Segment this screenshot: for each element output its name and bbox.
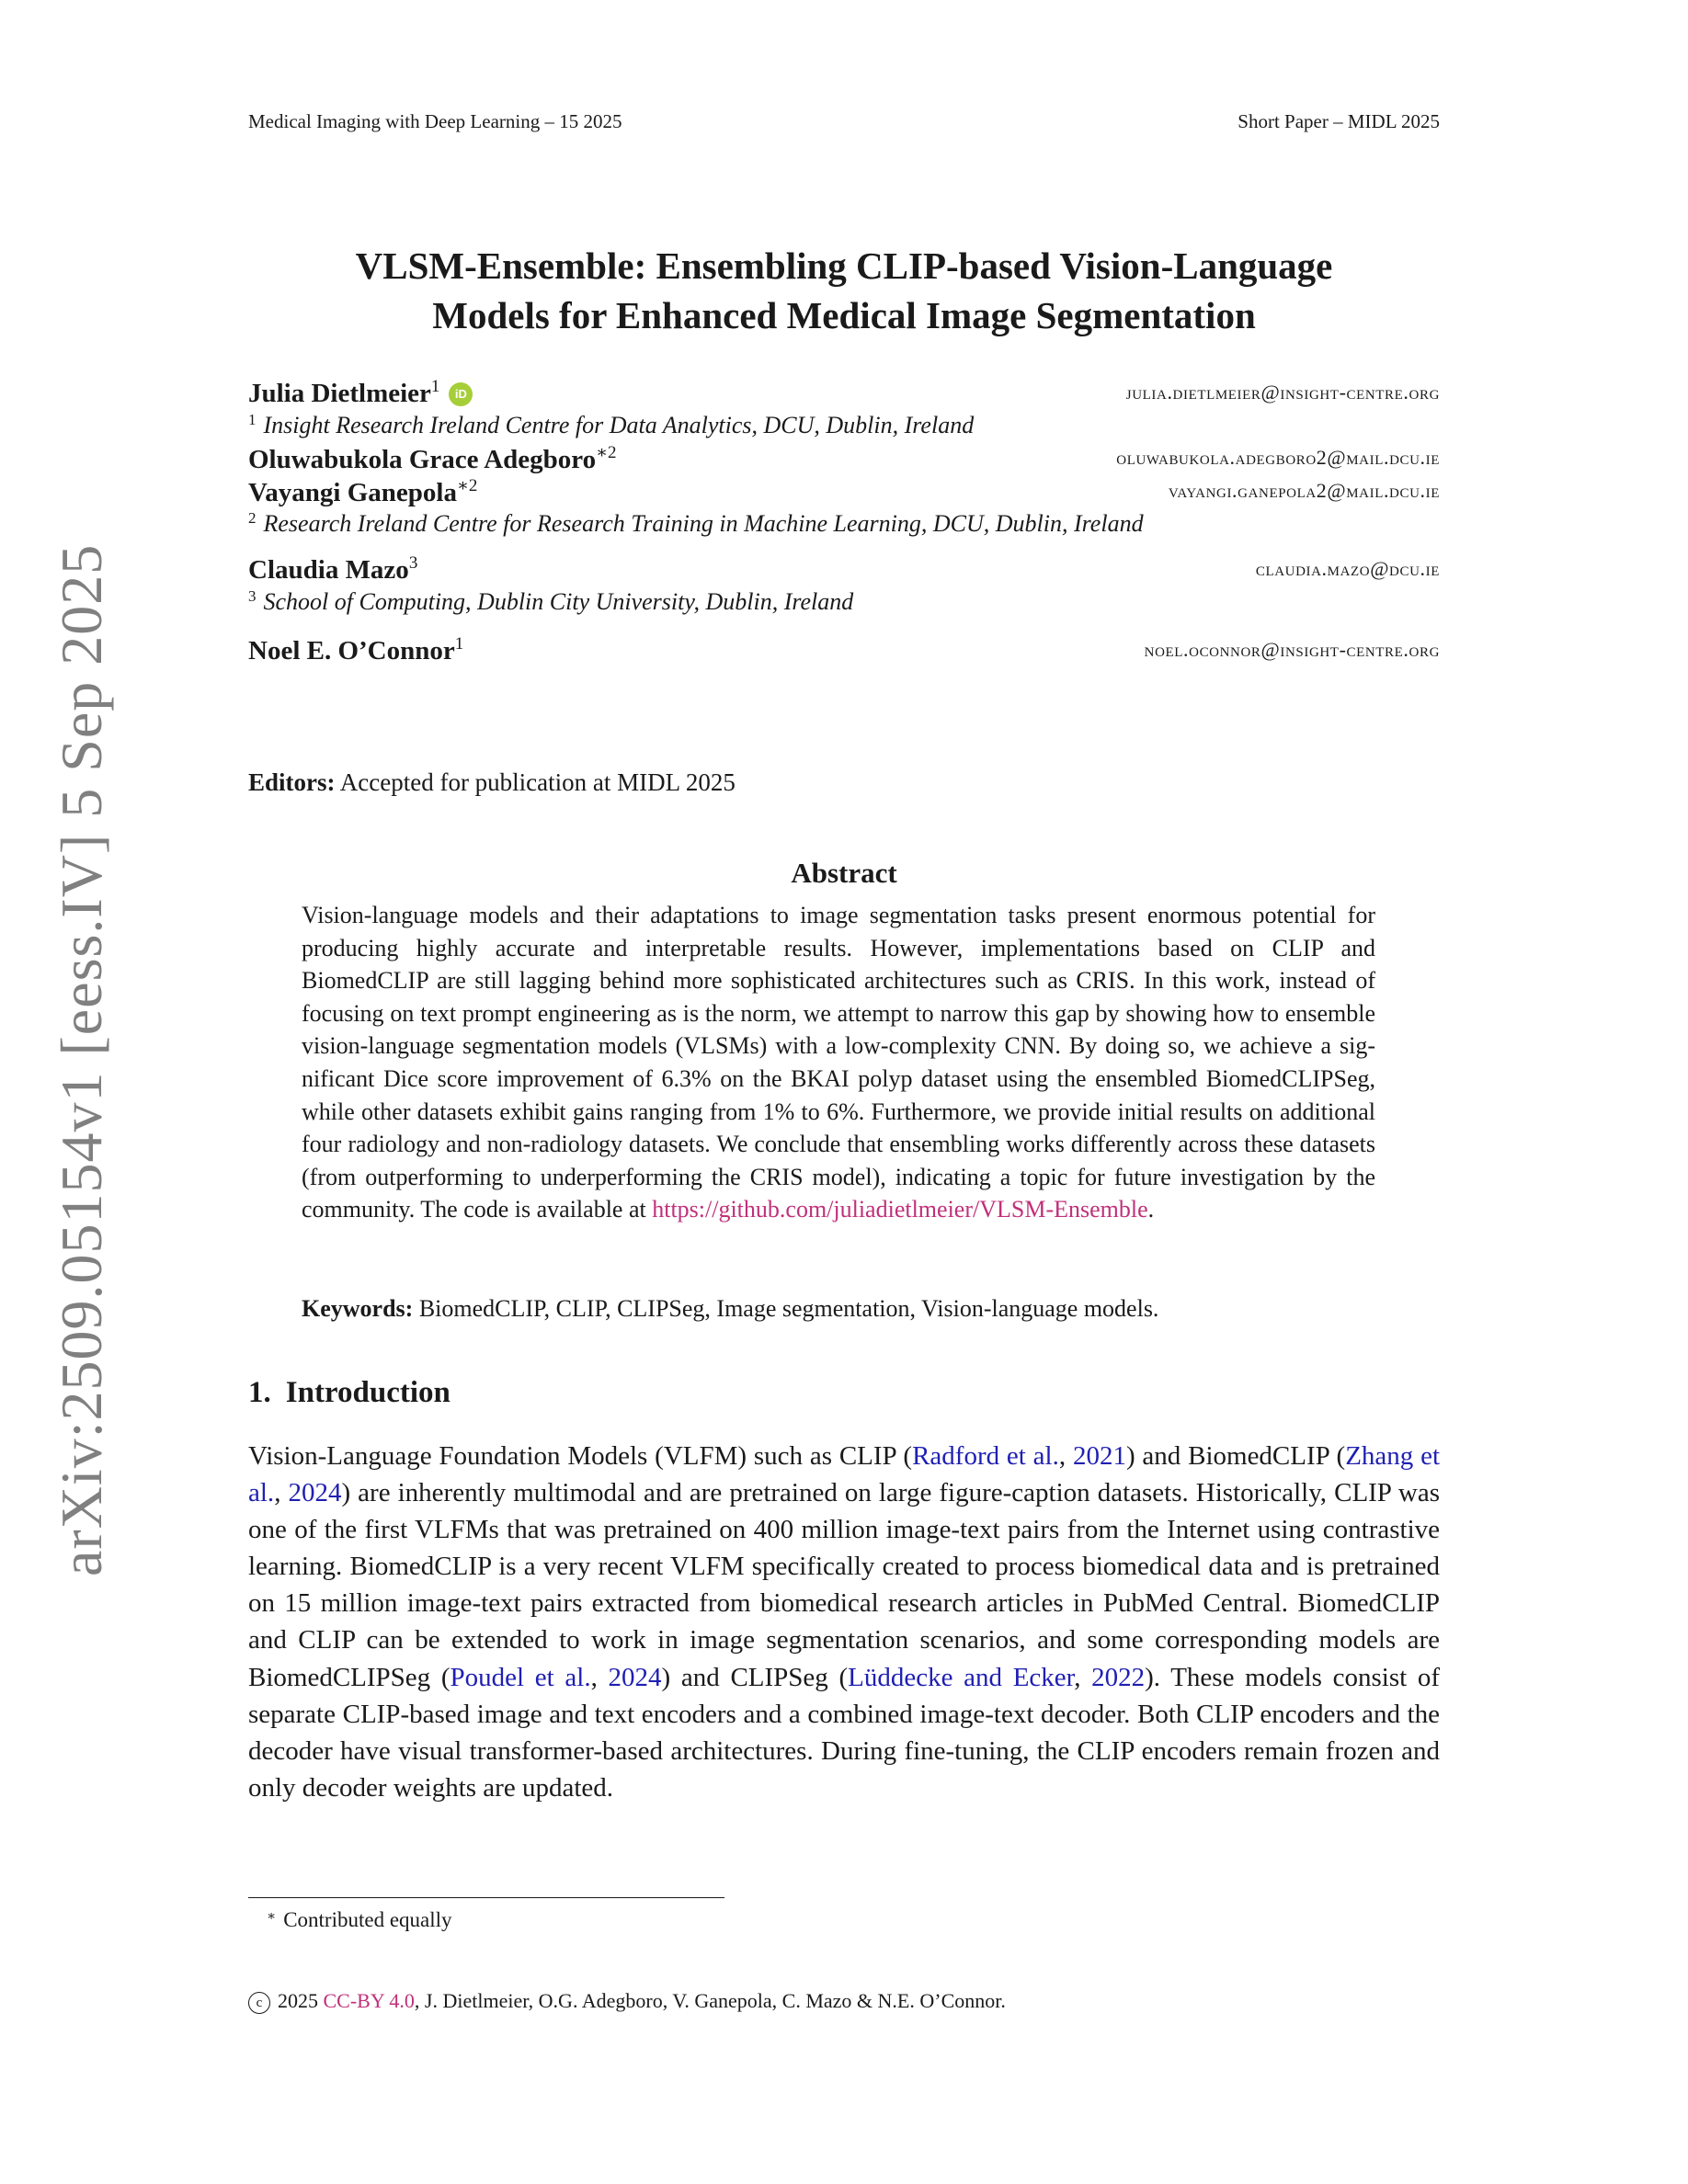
abstract-heading: Abstract — [791, 857, 897, 889]
editors-text: Accepted for publication at MIDL 2025 — [339, 768, 736, 796]
author-mark: 3 — [408, 553, 418, 573]
editors-line — [248, 768, 736, 797]
affiliation: $^2$ Research Ireland Centre for Research Training in Machine Learning, DCU, Dublin, Ireland — [248, 509, 1144, 537]
code-repository-link[interactable]: https://github.com/juliadietlmeier/VLSM-Ensemble — [652, 1196, 1148, 1223]
license-link[interactable]: CC-BY 4.0 — [323, 1989, 415, 2012]
author-email[interactable]: julia.dietlmeier@insight-centre.org — [1125, 381, 1440, 404]
abstract-text: Vision-language models and their adaptations to image segmentation tasks present enormous potential for producing highly accurate and interpretable results. However, implementations based on CLIP and BiomedCLIP are still lagging behind more sophisticated architectures such as CRIS. In this work, instead of focusing on text prompt engineering as is the norm, we attempt to narrow this gap by showing how to ensemble vision-language segmentation models (VLSMs) with a low-complexity CNN. By doing so, we achieve a significant Dice score improvement of 6.3% on the BKAI polyp dataset using the ensembled BiomedCLIPSeg, while other datasets exhibit gains ranging from 1% to 6%. Furthermore, we provide initial results on additional four radiology and non-radiology datasets. We conclude that ensembling works differently across these datasets (from outperforming to underperforming the CRIS model), indicating a topic for future investigation by the community. The code is available at — [302, 902, 1375, 1223]
author-row — [248, 553, 1440, 586]
author-mark: 1 — [430, 377, 440, 396]
author-row — [248, 634, 1440, 667]
copyright-icon: c — [248, 1992, 270, 2014]
arxiv-identifier: arXiv:2509.05154v1 [eess.IV] 5 Sep 2025 — [49, 543, 114, 1576]
citation-link[interactable]: 2022 — [1091, 1662, 1146, 1692]
author-row — [248, 475, 1440, 508]
running-header-right: Short Paper – MIDL 2025 — [1237, 110, 1440, 132]
copyright-line: c 2025 CC-BY 4.0, J. Dietlmeier, O.G. Adegboro, V. Ganepola, C. Mazo & N.E. O’Connor. — [248, 1989, 1006, 2014]
author-name: Noel E. O’Connor$^1$ — [248, 634, 464, 665]
title-line-1: VLSM-Ensemble: Ensembling CLIP-based Vision-Language — [355, 245, 1333, 287]
running-header-left: Medical Imaging with Deep Learning – 15 2025 — [248, 110, 622, 132]
section-heading-introduction: 1. Introduction — [248, 1376, 451, 1409]
orcid-icon[interactable]: iD — [449, 382, 473, 406]
citation-link[interactable]: Radford et al. — [912, 1441, 1059, 1471]
citation-link[interactable]: 2024 — [608, 1662, 662, 1692]
keywords-label: Keywords: — [302, 1295, 414, 1322]
affiliation: $^3$ School of Computing, Dublin City University, Dublin, Ireland — [248, 587, 854, 615]
affiliation-mark: 1 — [248, 411, 257, 428]
author-row — [248, 442, 1440, 475]
title-line-2: Models for Enhanced Medical Image Segmentation — [432, 294, 1256, 336]
author-email[interactable]: oluwabukola.adegboro2@mail.dcu.ie — [1116, 446, 1440, 469]
affiliation: $^1$ Insight Research Ireland Centre for Data Analytics, DCU, Dublin, Ireland — [248, 411, 975, 438]
author-email[interactable]: claudia.mazo@dcu.ie — [1255, 557, 1440, 580]
author-name: Oluwabukola Grace Adegboro$^{∗2}$ — [248, 443, 617, 474]
citation-link[interactable]: Zhang et al. — [248, 1441, 1441, 1508]
author-mark: ∗2 — [456, 476, 478, 495]
author-mark: 1 — [454, 634, 464, 654]
author-email[interactable]: vayangi.ganepola2@mail.dcu.ie — [1168, 479, 1440, 502]
footnote: ∗ Contributed equally — [267, 1908, 452, 1931]
citation-link[interactable]: 2021 — [1072, 1441, 1126, 1471]
citation-link[interactable]: Poudel et al. — [450, 1662, 591, 1692]
keywords-text: BiomedCLIP, CLIP, CLIPSeg, Image segmentation, Vision-language models. — [418, 1295, 1159, 1322]
author-name: Vayangi Ganepola$^{∗2}$ — [248, 476, 478, 507]
author-email[interactable]: noel.oconnor@insight-centre.org — [1144, 638, 1440, 661]
introduction-paragraph: Vision-Language Foundation Models (VLFM) such as CLIP (Radford et al., 2021) and BiomedCLIP (Zhang et al., 2024) are inherently multimodal and are pretrained on large figure-caption datasets. Historically, CLIP was one of the first VLFMs that was pretrained on 400 million image-text pairs from the Internet using contrastive learning. BiomedCLIP is a very recent VLFM specifically created to process biomedical data and is pretrained on 15 million image-text pairs extracted from biomedical research articles in PubMed Central. BiomedCLIP and CLIP can be extended to work in image segmentation scenarios, and some corresponding models are BiomedCLIPSeg (Poudel et al., 2024) and CLIPSeg (Lüddecke and Ecker, 2022). These models consist of separate CLIP-based image and text encoders and a combined image-text decoder. Both CLIP encoders and the decoder have visual transformer-based architectures. During fine-tuning, the CLIP encoders remain frozen and only decoder weights are updated. — [248, 1441, 1441, 1803]
author-row — [248, 377, 1440, 410]
citation-link[interactable]: Lüddecke and Ecker — [848, 1662, 1075, 1692]
affiliation-mark: 3 — [248, 587, 257, 605]
keywords-line — [302, 1295, 1158, 1323]
abstract-body: Vision-language models and their adaptations to image segmentation tasks present enormous potential for producing highly accurate and interpretable results. However, implementations based on CLIP and BiomedCLIP are still lagging behind more sophisticated architectures such as CRIS. In this work, instead of focusing on text prompt engineering as is the norm, we attempt to narrow this gap by showing how to ensemble vision-language segmentation models (VLSMs) with a low-complexity CNN. By doing so, we achieve a significant Dice score improvement of 6.3% on the BKAI polyp dataset using the ensembled BiomedCLIPSeg, while other datasets exhibit gains ranging from 1% to 6%. Furthermore, we provide initial results on additional four radiology and non-radiology datasets. We conclude that ensembling works differently across these datasets (from outperforming to underperforming the CRIS model), indicating a topic for future investigation by the community. The code is available at https://github.com/juliadietlmeier/VLSM-Ensemble. — [302, 902, 1375, 1223]
editors-label: Editors: — [248, 768, 336, 796]
footnote-mark: ∗ — [267, 1909, 277, 1924]
footnote-rule — [248, 1897, 724, 1898]
affiliation-mark: 2 — [248, 509, 257, 527]
paper-title — [248, 241, 1440, 340]
author-name: Claudia Mazo$^3$ — [248, 553, 418, 585]
citation-link[interactable]: 2024 — [288, 1478, 342, 1508]
author-name: Julia Dietlmeier$^1$ iD — [248, 377, 473, 409]
author-mark: ∗2 — [596, 443, 617, 462]
